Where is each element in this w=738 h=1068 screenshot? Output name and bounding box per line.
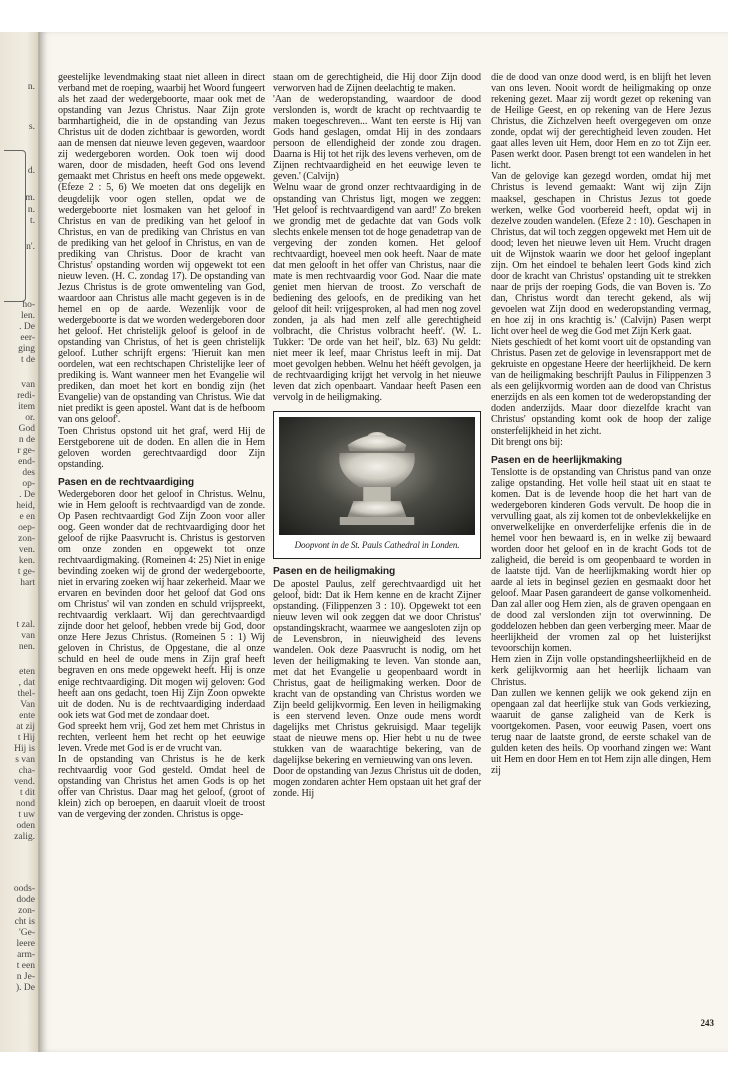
left-page-text-fragment: 'Ge- — [19, 928, 35, 938]
left-page-text-fragment: e en — [19, 512, 35, 522]
left-page-text-fragment: or. — [25, 413, 35, 423]
left-page-text-fragment: n. — [27, 205, 35, 215]
font-illustration — [279, 417, 475, 535]
left-page-text-fragment: vend. — [14, 777, 35, 787]
left-page-text-fragment: heid, — [16, 501, 35, 511]
left-page-text-fragment: t uw — [18, 810, 35, 820]
left-page-text-fragment: ken. — [18, 556, 35, 566]
left-page-text-fragment: van — [21, 631, 35, 641]
paragraph: Welnu waar de grond onzer rechtvaardiging in de opstanding van Christus ligt, mogen we zeggen: 'Het geloof is rechtvaardigend van aard!' Zo breken we grondig met de gedachte dat van Gods volk slechts enkele mensen tot de hoge genadetrap van de vergeving der zonden komen. Het geloof rechtvaardigt, hoeveel men ook heeft. Naar de mate dat men gelooft in het offer van Christus, naar die mate is men rechtvaardig voor God. Naar die mate geniet men hiervan de troost. Zo verschaft de bediening des geloofs, en de prediking van het geloof dit heil: vrijgesproken, al had men nog zovel zonden, ja als had men zelf alle gerechtigheid volbracht, die Christus volbracht heeft'. (W. L. Tukker: 'De orde van het heil', blz. 63) Nu geldt: niet meer ik leef, maar Christus leeft in mij. Dat moet gevolgen hebben. Welnu het hééft gevolgen, ja de rechtvaardiging krijgt het vervolg in het nieuwe leven dat zich openbaart. Vandaar heeft Pasen een vervolg in de heiligmaking. — [273, 182, 481, 404]
left-page-text-fragment: . De — [19, 490, 35, 500]
paragraph: geestelijke levendmaking staat niet alleen in direct verband met de roeping, waarbij het Woord fungeert als het zaad der wedergeboorte, maar ook met de opstanding van Jezus Christus. Naar Zijn grote barmhartigheid, die in de opstanding van Jezus Christus uit de doden zichtbaar is geworden, wordt aan de mensen dat nieuwe leven gegeven, waardoor zij wedergeboren worden. Ook toen wij dood waren, door de misdaden, heeft God ons levend gemaakt met Christus en heeft ons mede opgewekt. (Efeze 2 : 5, 6) We moeten dat ons degelijk en deugdelijk voor ogen stellen, opdat we de wedergeboorte niet losmaken van het geloof in Christus en van de prediking van het geloof in Christus, en van de prediking van Christus en van de prediking van het geloof in Christus, en van de prediking van Christus. Door de kracht van Christus' opstanding worden wij opgewekt tot een nieuw leven. (H. C. zondag 17). De opstanding van Jezus Christus is de grote omwenteling van God, waardoor aan Christus alle macht gegeven is in de hemel en op de aarde. Wezenlijk voor de wedergeboorte is dat we worden wedergeboren door het geloof. Het christelijk geloof is geloof in de opstanding van Christus, of het is geen christelijk geloof. Luther schrijft ergens: 'Hieruit kan men oordelen, wat een rechtschapen Christelijke leer of prediking is. Want wanneer men het Evangelie wil prediken, dan moet het kort en bondig zijn (het Evangelie) van de opstanding van Christus. Wie dat niet predikt is geen apostel. Want dat is de hefboom van ons geloof'. — [58, 72, 265, 426]
left-page-text-fragment: at zij — [16, 722, 35, 732]
baptismal-font-photo — [279, 417, 475, 535]
left-page-text-fragment: r ge- — [17, 446, 35, 456]
left-page-text-fragment: item — [18, 402, 35, 412]
left-page-text-fragment: eer- — [20, 333, 35, 343]
left-page-text-fragment: end- — [18, 457, 35, 467]
left-page-text-fragment: redi- — [17, 391, 35, 401]
left-page-text-fragment: t zal. — [16, 620, 35, 630]
paragraph: Tenslotte is de opstanding van Christus pand van onze zalige opstanding. Het volle heil staat uit en staat te komen. Dat is de levende hoop die het hart van de wedergeboren kinderen Gods vervult. De hoop die in vervulling gaat, als zij komen tot de onbevlekkelijke en onverwelkelijke en onverderfelijke erfenis die in de hemel voor hen bewaard is, en in welke zij bewaard worden door het geloof en in de kracht Gods tot de zaligheid, die bereid is om geopenbaard te worden in de laatste tijd. Van de heerlijkmaking wordt hier op aarde al iets in beginsel gezien en gesmaakt door het geloof. Maar Pasen garandeert de ganse volkomenheid. Dan zal aller oog Hem zien, als de graven opengaan en de dood zal verslonden zijn tot overwinning. De goddelozen hebben dan geen verberging meer. Maar de heerlijkheid der vromen zal op het luisterijkst tevoorschijn komen. — [491, 466, 711, 655]
left-page-text-fragment: van — [21, 380, 35, 390]
section-heading: Pasen en de rechtvaardiging — [58, 476, 195, 488]
magazine-page — [40, 32, 728, 1052]
left-page-text-fragment: thel- — [17, 689, 35, 699]
page-number: 243 — [700, 1018, 714, 1028]
left-page-text-fragment: s. — [28, 122, 35, 132]
paragraph: die de dood van onze dood werd, is en blijft het leven van ons leven. Nooit wordt de heiligmaking op onze rekening gezet. Maar zij wordt gezet op rekening van de Heilige Geest, en op rekening van de Here Jezus Christus, die Zichzelven heeft overgegeven om onze zonde, opdat wij der gerechtigheid leven zouden. Het gaat alles leven uit Hem, door Hem en zo tot Zijn eer. Pasen werkt door. Pasen brengt tot een wandelen in het licht. — [491, 72, 711, 172]
left-page-text-fragment: d. — [27, 166, 35, 176]
left-page-text-fragment: t ge- — [17, 567, 35, 577]
left-page-text-fragment: nond — [16, 799, 35, 809]
left-page-text-fragment: op- — [22, 479, 35, 489]
left-page-edge — [0, 32, 40, 1052]
left-page-text-fragment: ). De — [16, 983, 35, 993]
left-page-text-fragment: m. — [25, 193, 35, 203]
left-page-text-fragment: n'. — [26, 242, 35, 252]
left-page-text-fragment: ente — [19, 711, 35, 721]
left-page-text-fragment: dode — [16, 895, 35, 905]
left-page-text-fragment: n de — [18, 435, 35, 445]
left-page-text-fragment: t Hij — [17, 733, 35, 743]
left-page-text-fragment: s van — [15, 755, 35, 765]
paragraph: In de opstanding van Christus is he de kerk rechtvaardig voor God gesteld. Omdat heel de opstanding van Christus het amen Gods is op het offer van Christus. Daar mag het geloof, (groot of klein) zich op beroepen, en daaruit vloeit de troost van de vergeving der zonden. Christus is opge- — [58, 753, 265, 821]
left-page-text-fragment: leere — [16, 939, 35, 949]
left-page-text-fragment: ging — [18, 344, 35, 354]
left-page-text-fragment: n. — [27, 82, 35, 92]
paragraph: Hem zien in Zijn volle opstandingsheerlijkheid en de kerk gelijkvormig aan het heerlijk lichaam van Christus. — [491, 654, 711, 688]
left-page-text-fragment: hart — [20, 578, 35, 588]
left-page-text-fragment: nen. — [18, 642, 35, 652]
left-page-text-fragment: zon- — [18, 906, 35, 916]
left-page-text-fragment: ho- — [22, 300, 35, 310]
left-page-text-fragment: . De — [19, 322, 35, 332]
left-page-text-fragment: des — [22, 468, 35, 478]
left-page-text-fragment: t de — [21, 355, 35, 365]
column-2 — [273, 72, 481, 799]
left-page-text-fragment: oden — [16, 821, 35, 831]
paragraph: staan om de gerechtigheid, die Hij door Zijn dood verworven had de Zijnen deelachtig te maken. — [273, 72, 481, 95]
left-page-text-fragment: t dit — [19, 788, 35, 798]
paragraph: Dit brengt ons bij: — [491, 436, 563, 448]
left-page-text-fragment: cha- — [18, 766, 35, 776]
left-page-text-fragment: t. — [29, 216, 35, 226]
column-1 — [58, 72, 265, 820]
left-page-text-fragment: zalig. — [14, 832, 35, 842]
left-page-text-fragment: arm- — [17, 950, 35, 960]
paragraph: Dan zullen we kennen gelijk we ook gekend zijn en opengaan zal dat heerlijke stuk van Gods verkiezing, waaruit de ganse zaligheid van de Kerk is voortgekomen. Pasen, voor eeuwig Pasen, voert ons terug naar de laatste grond, de eerste schakel van de gulden keten des heils. Op voorhand zingen we: Want uit Hem en door Hem en tot Hem zijn alle dingen, Hem zij — [491, 687, 711, 776]
paragraph: Toen Christus opstond uit het graf, werd Hij de Eerstgeborene uit de doden. En allen die in Hem geloven worden gerechtvaardigd door Zijn opstanding. — [58, 425, 265, 470]
left-page-text-fragment: God — [18, 424, 35, 434]
section-heading: Pasen en de heiligmaking — [273, 566, 396, 578]
paragraph: God spreekt hem vrij, God zet hem met Christus in rechten, verleent hem het recht op het eeuwige leven. Vrede met God is er de vrucht van. — [58, 720, 265, 754]
left-page-text-fragment: t een — [16, 961, 35, 971]
left-page-text-fragment: len. — [21, 311, 35, 321]
paragraph: Wedergeboren door het geloof in Christus. Welnu, wie in Hem gelooft is rechtvaardigd van de zonde. Op Pasen rechtvaardigt God Zijn Zoon voor aller oog. Geen wonder dat de rechtvaardiging door het geloof de rijke Paasvrucht is. Christus is gestorven om onze zonden en opgewekt tot onze rechtvaardigmaking. (Romeinen 4: 25) Niet in enige bevinding zoeken wij de grond der wedergeboorte, niet in ervaring zoeken wij haar zekerheid. Maar we ervaren en bevinden door het geloof dat God ons om Christus' wil van zonden en schuld vrijspreekt, rechtvaardig verklaart. Wij dan gerechtvaardigd zijnde door het geloof, hebben vrede bij God, door onze Here Jezus Christus. (Romeinen 5 : 1) Wij geloven in Christus, de Opgestane, die al onze schuld en heel de oude mens in Zijn graf heeft begraven en ons mede opgewekt heeft. Hij is onze enige rechtvaardiging. Dit mogen wij geloven: God heeft aan ons gedacht, toen Hij Zijn Zoon opwekte uit de doden. Nu is de rechtvaardiging inderdaad ook iets wat God met de zondaar doet. — [58, 488, 265, 721]
paragraph: Door de opstanding van Jezus Christus uit de doden, mogen zondaren achter Hem opstaan uit het graf der zonde. Hij — [273, 766, 481, 800]
left-page-text-fragment: , dat — [18, 678, 35, 688]
paragraph: 'Aan de wederopstanding, waardoor de dood verslonden is, wordt de kracht op rechtvaardig te maken toegeschreven... Want ten eerste is Hij van Gods hand geslagen, omdat Hij in des zondaars persoon de ellendigheid der zonde zou dragen. Daarna is Hij tot het rijk des levens verheven, om de Zijnen rechtvaardigheid en het eeuwige leven te geven.' (Calvijn) — [273, 94, 481, 183]
left-page-text-fragment: cht is — [14, 917, 35, 927]
photo-caption: Doopvont in de St. Pauls Cathedral in Londen. — [294, 540, 460, 551]
paragraph: Van de gelovige kan gezegd worden, omdat hij met Christus is levend gemaakt: Want wij zijn Zijn maaksel, geschapen in Christus Jezus tot goede werken, welke God voorbereid heeft, opdat wij in dezelve zouden wandelen. (Efeze 2 : 10). Geschapen in Christus, dat wil toch zeggen opgewekt met Hem uit de dood; leven het nieuwe leven uit Hem. Vrucht dragen uit de Wijnstok waarin we door het geloof ingeplant zijn. Om het eindoel te behalen leert Gods kind zich door de kracht van Christus' opstanding uit te strekken naar de prijs der roeping Gods, die van Boven is. 'Zo dan, Christus wordt dan terecht gekend, als wij gevoelen wat Zijn dood en wederopstanding vermag, en hoe zij in ons krachtig is.' (Calvijn) Pasen werpt licht over heel de weg die God met Zijn Kerk gaat. — [491, 171, 711, 338]
left-page-text-fragment: Van — [20, 700, 35, 710]
left-page-text-fragment: eten — [19, 667, 35, 677]
left-page-text-fragment: zon- — [18, 534, 35, 544]
column-3 — [491, 72, 711, 776]
section-heading: Pasen en de heerlijkmaking — [491, 454, 623, 466]
left-page-text-fragment: oods- — [13, 884, 35, 894]
left-page-text-fragment: oep- — [18, 523, 35, 533]
left-page-text-fragment: ven. — [18, 545, 35, 555]
photo-frame — [273, 411, 481, 559]
paragraph: Niets geschiedt of het komt voort uit de opstanding van Christus. Pasen zet de gelovige in levensrapport met de gekruiste en opgestane Heere der heerlijkheid. De kern van de heiligmaking beschrijft Paulus in Filippenzen 3 als een gelijkvormig worden aan de dood van Christus enerzijds en als een komen tot de wederopstanding der doden anderzijds. Maar door diezelfde kracht van Christus' opstanding komt ook de hoop der zalige onsterfelijkheid in het zicht. — [491, 337, 711, 437]
left-page-text-fragment: n Je- — [16, 972, 35, 982]
paragraph: De apostel Paulus, zelf gerechtvaardigd uit het geloof, bidt: Dat ik Hem kenne en de kracht Zijner opstanding. (Filippenzen 3 : 10). Opgewekt tot een nieuw leven wil ook zeggen dat we door Christus' opstandingskracht, waarmee we aangesloten zijn op de Levensbron, in nieuwigheid des levens wandelen. Ook deze Paasvrucht is nodig, om het leven der heiligmaking te leven. Van stonde aan, met dat het Evangelie u geopenbaard wordt in Christus, gaat de heiligmaking werken. Door de kracht van de opstanding van Christus worden we Zijn beeld gelijkvormig. Een leven in heiligmaking is een stervend leven. Onze oude mens wordt dagelijks met Christus gekruisigd. Maar tegelijk staat de nieuwe mens op. Hier hebt u nu de twee stukken van de waarachtige bekering, van de dagelijkse bekering en vernieuwing van ons leven. — [273, 578, 481, 767]
left-page-text-fragment: Hij is — [14, 744, 35, 754]
